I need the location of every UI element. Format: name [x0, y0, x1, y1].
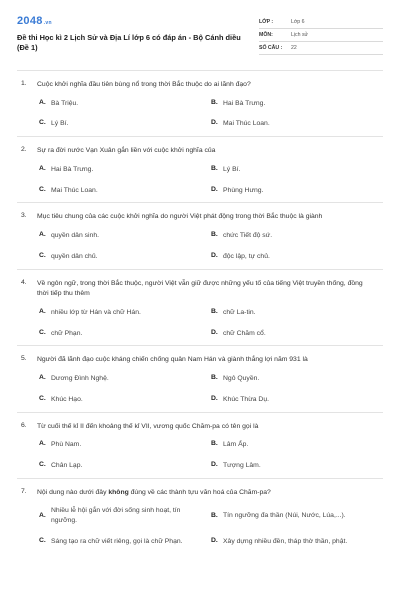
option-letter: A.: [39, 511, 46, 519]
question-text-emphasis: không: [108, 488, 129, 496]
option-letter: C.: [39, 185, 46, 193]
question-text: Mục tiêu chung của các cuộc khởi nghĩa do người Việt phát động trong thời Bắc thuộc là giành: [37, 213, 323, 221]
option-text: chữ Phạn.: [51, 329, 83, 337]
page-title: Đề thi Học kì 2 Lịch Sử và Địa Lí lớp 6 có đáp án - Bộ Cánh diều (Đề 1): [17, 33, 241, 53]
option-letter: D.: [211, 328, 218, 336]
option-text: Tượng Lâm.: [223, 462, 261, 469]
option-text: Khúc Thừa Dụ.: [223, 395, 269, 403]
question-item: [17, 136, 383, 202]
answer-options: [17, 506, 383, 547]
option-text: Xây dựng nhiều đền, tháp thờ thần, phật.: [223, 538, 348, 546]
meta-value-mon: Lịch sử: [291, 31, 309, 38]
meta-value-socau: 22: [291, 44, 297, 51]
answer-options: [17, 231, 383, 262]
answer-option-a[interactable]: [39, 308, 211, 318]
option-text: Hai Bà Trưng.: [223, 99, 266, 107]
meta-row-socau: [259, 42, 383, 55]
answer-options: [17, 165, 383, 196]
option-letter: B.: [211, 373, 218, 381]
answer-option-a[interactable]: [39, 99, 211, 109]
answer-option-a[interactable]: [39, 374, 211, 384]
answer-option-b[interactable]: [211, 99, 383, 109]
option-text: Dương Đình Nghệ.: [51, 374, 109, 382]
question-number: 1.: [21, 80, 27, 87]
option-text: chữ Chăm cổ.: [223, 329, 266, 337]
meta-label-mon: MÔN:: [259, 31, 273, 38]
option-letter: B.: [211, 511, 218, 519]
question-text: [35, 488, 383, 499]
question-list: [17, 70, 383, 554]
header-left: [17, 14, 245, 70]
answer-options: [17, 440, 383, 471]
answer-option-b[interactable]: [211, 374, 383, 384]
option-letter: A.: [39, 164, 46, 172]
answer-option-b[interactable]: [211, 308, 383, 318]
option-letter: D.: [211, 461, 218, 468]
option-letter: B.: [211, 98, 218, 106]
question-item: [17, 478, 383, 554]
logo-brand: 2048: [17, 15, 43, 27]
option-text: Khúc Hạo.: [51, 395, 83, 403]
site-logo[interactable]: [17, 14, 245, 28]
question-header: [17, 212, 383, 223]
option-letter: B.: [211, 164, 218, 172]
answer-option-c[interactable]: [39, 329, 211, 339]
question-item: [17, 412, 383, 478]
answer-option-d[interactable]: [211, 119, 383, 129]
answer-option-a[interactable]: [39, 440, 211, 450]
question-text: Về ngôn ngữ, trong thời Bắc thuộc, người Việt vẫn giữ được những yếu tố của tiếng Việt truyền thống, đồng thời tiếp thu thêm: [37, 279, 363, 298]
header: [17, 0, 383, 70]
option-letter: C.: [39, 461, 46, 468]
option-text: Bà Triệu.: [51, 99, 79, 107]
question-item: [17, 70, 383, 136]
option-letter: A.: [39, 98, 46, 106]
option-letter: A.: [39, 373, 46, 381]
question-text-before: Nội dung nào dưới đây: [37, 488, 109, 496]
option-letter: D.: [211, 251, 218, 259]
question-number: 2.: [21, 146, 27, 154]
meta-row-lop: [259, 16, 383, 29]
answer-option-b[interactable]: [211, 165, 383, 175]
answer-options: [17, 374, 383, 405]
answer-option-c[interactable]: [39, 461, 211, 471]
question-number: 6.: [21, 421, 27, 429]
question-item: [17, 202, 383, 268]
option-letter: A.: [39, 307, 46, 315]
answer-options: [17, 308, 383, 339]
answer-option-d[interactable]: [211, 537, 383, 547]
question-text-after: đúng về các thành tựu văn hoá của Chăm-pa?: [128, 488, 271, 496]
option-text: Phùng Hưng.: [223, 186, 264, 194]
answer-option-d[interactable]: [211, 186, 383, 196]
option-letter: D.: [211, 394, 218, 402]
answer-option-c[interactable]: [39, 119, 211, 129]
meta-label-socau: SỐ CÂU :: [259, 44, 283, 51]
answer-option-c[interactable]: [39, 395, 211, 405]
option-letter: C.: [39, 537, 46, 545]
option-text: Mai Thúc Loan.: [51, 186, 98, 194]
option-letter: D.: [211, 119, 218, 127]
option-letter: D.: [211, 537, 218, 545]
answer-option-a[interactable]: [39, 506, 211, 526]
option-text: chức Tiết độ sứ.: [223, 231, 273, 239]
answer-options: [17, 99, 383, 130]
answer-option-d[interactable]: [211, 395, 383, 405]
question-header: [17, 146, 383, 157]
answer-option-a[interactable]: [39, 165, 211, 175]
option-text: Chân Lạp.: [51, 462, 83, 469]
meta-row-mon: [259, 29, 383, 42]
question-text: Sự ra đời nước Vạn Xuân gắn liền với cuộc khởi nghĩa của: [37, 147, 216, 155]
answer-option-b[interactable]: [211, 231, 383, 241]
logo-suffix: .vn: [43, 20, 52, 26]
option-text: Sáng tạo ra chữ viết riêng, gọi là chữ Phạn.: [51, 538, 183, 546]
option-letter: A.: [39, 230, 46, 238]
option-text: Lý Bí.: [223, 165, 241, 173]
option-letter: A.: [39, 440, 46, 448]
option-text: Ngô Quyền.: [223, 374, 260, 382]
option-text: quyền dân sinh.: [51, 231, 99, 239]
option-letter: C.: [39, 251, 46, 259]
option-text: Lý Bí.: [51, 120, 69, 128]
question-number: 7.: [21, 487, 27, 495]
option-letter: C.: [39, 328, 46, 336]
question-text: Cuộc khởi nghĩa đầu tiên bùng nổ trong thời Bắc thuộc do ai lãnh đạo?: [37, 81, 251, 88]
question-header: [17, 80, 383, 91]
option-text: độc lập, tự chủ.: [223, 252, 270, 260]
question-item: [17, 269, 383, 346]
meta-value-lop: Lớp 6: [291, 18, 305, 25]
question-header: [17, 488, 383, 499]
question-number: 3.: [21, 212, 27, 220]
option-text: Nhiều lễ hội gắn với đời sống sinh hoạt, tín ngưỡng.: [51, 507, 181, 525]
question-text: Người đã lãnh đạo cuộc kháng chiến chống quân Nam Hán và giành thắng lợi năm 931 là: [37, 356, 308, 364]
question-header: [17, 279, 383, 300]
option-letter: C.: [39, 394, 46, 402]
option-letter: B.: [211, 440, 218, 448]
answer-option-d[interactable]: [211, 329, 383, 339]
answer-option-a[interactable]: [39, 231, 211, 241]
option-letter: D.: [211, 185, 218, 193]
option-text: quyền dân chủ.: [51, 252, 98, 260]
option-text: nhiều lớp từ Hán và chữ Hán.: [51, 308, 141, 316]
answer-option-d[interactable]: [211, 252, 383, 262]
option-text: Phù Nam.: [51, 441, 82, 449]
option-text: chữ La-tin.: [223, 308, 256, 316]
question-number: 5.: [21, 355, 27, 363]
question-number: 4.: [21, 278, 27, 286]
question-item: [17, 345, 383, 411]
answer-option-d[interactable]: [211, 461, 383, 471]
question-text: Từ cuối thế kỉ II đến khoảng thế kỉ VII, vương quốc Chăm-pa có tên gọi là: [37, 422, 259, 430]
answer-option-b[interactable]: [211, 506, 383, 526]
meta-label-lop: LỚP :: [259, 18, 274, 25]
answer-option-c[interactable]: [39, 186, 211, 196]
option-letter: B.: [211, 230, 218, 238]
option-text: Mai Thúc Loan.: [223, 120, 270, 128]
option-text: Tín ngưỡng đa thần (Núi, Nước, Lúa,...).: [223, 512, 346, 520]
exam-meta-table: [259, 16, 383, 70]
answer-option-c[interactable]: [39, 537, 211, 547]
answer-option-b[interactable]: [211, 440, 383, 450]
option-letter: C.: [39, 119, 46, 127]
answer-option-c[interactable]: [39, 252, 211, 262]
option-text: Lâm Ấp.: [223, 441, 249, 449]
question-header: [17, 355, 383, 366]
question-header: [17, 422, 383, 433]
option-text: Hai Bà Trưng.: [51, 165, 94, 173]
option-letter: B.: [211, 307, 218, 315]
